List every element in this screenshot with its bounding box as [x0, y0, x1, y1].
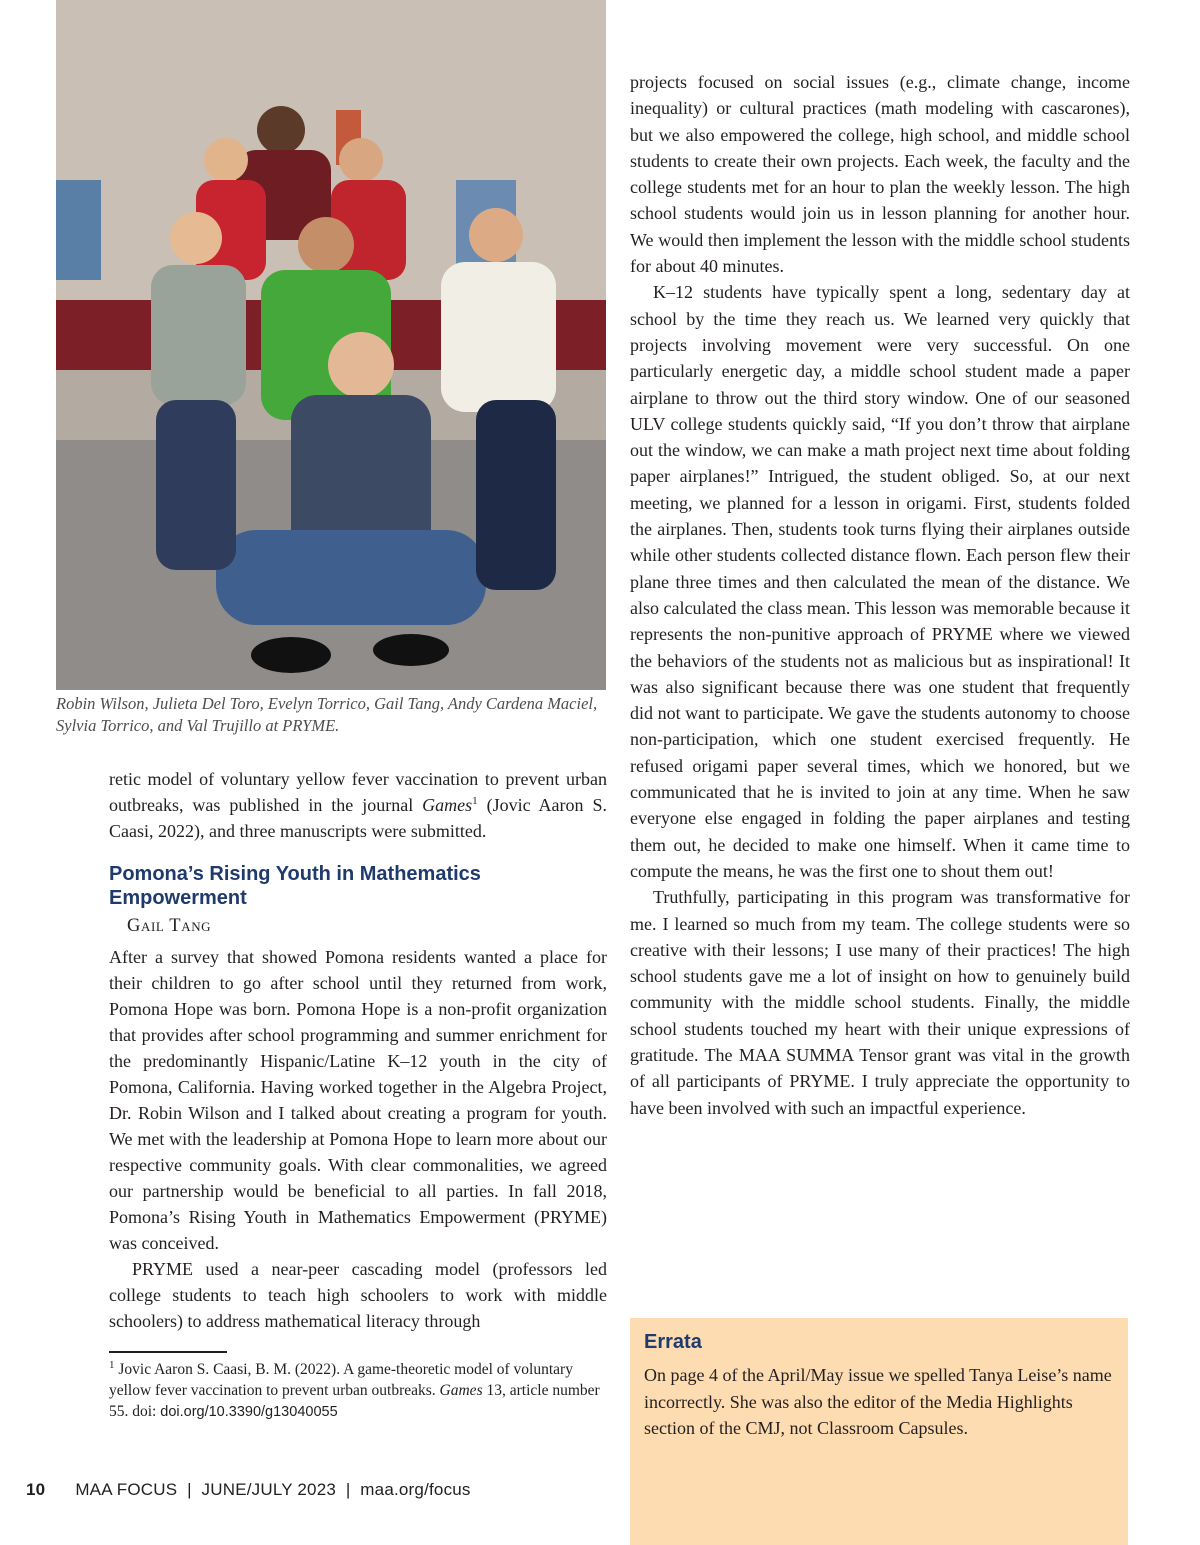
left-column	[109, 766, 607, 1334]
section-title: Pomona’s Rising Youth in Mathematics Empowerment	[109, 863, 481, 909]
errata-text: On page 4 of the April/May issue we spelled Tanya Leise’s name incorrectly. She was also the editor of the Media Highlights section of the CMJ, not Classroom Capsules.	[644, 1365, 1112, 1438]
photo-caption: Robin Wilson, Julieta Del Toro, Evelyn Torrico, Gail Tang, Andy Cardena Maciel, Sylvia Torrico, and Val Trujillo at PRYME.	[56, 694, 598, 735]
group-photo-image	[56, 0, 606, 690]
body-paragraph: After a survey that showed Pomona residents wanted a place for their children to go after school until they returned from work, Pomona Hope was born. Pomona Hope is a non-profit organization that provides after school programming and summer enrichment for the predominantly Hispanic/Latine K–12 youth in the city of Pomona, California. Having worked together in the Algebra Project, Dr. Robin Wilson and I talked about creating a program for youth. We met with the leadership at Pomona Hope to learn more about our respective community goals. With clear commonalities, we agreed our partnership would be beneficial to all parties. In fall 2018, Pomona’s Rising Youth in Mathematics Empowerment (PRYME) was conceived.	[109, 947, 607, 1253]
group-photo	[56, 0, 606, 690]
continued-paragraph: retic model of voluntary yellow fever vaccination to prevent urban outbreaks, was published in the journal Games$^1$ (Jovic Aaron S. Caasi, 2022), and three manuscripts were submitted.	[109, 769, 607, 841]
body-paragraph: projects focused on social issues (e.g., climate change, income inequality) or cultural practices (math modeling with cascarones), but we also empowered the college, high school, and middle school students to create their own projects. Each week, the faculty and the college students met for an hour to plan the weekly lesson. The high school students would join us in lesson planning for another hour. We would then implement the lesson with the middle school students for about 40 minutes.	[630, 72, 1130, 277]
body-paragraph: PRYME used a near-peer cascading model (professors led college students to teach high schoolers to work with middle schoolers) to address mathematical literacy through	[109, 1259, 607, 1331]
body-paragraph: Truthfully, participating in this program was transformative for me. I learned so much from my team. The college students were so creative with their lessons; I use many of their practices! The high school students gave me a lot of insight on how to genuinely build community with the middle school students. Finally, the middle school students touched my heart with their unique expressions of gratitude. The MAA SUMMA Tensor grant was vital in the growth of all participants of PRYME. I truly appreciate the opportunity to have been involved with such an impactful experience.	[630, 887, 1130, 1118]
errata-title: Errata	[644, 1331, 702, 1353]
body-paragraph: K–12 students have typically spent a long, sedentary day at school by the time they reach us. We learned very quickly that projects involving movement were very successful. On one particularly energetic day, a middle school student made a paper airplane to throw out the third story window. One of our seasoned ULV college students quickly said, “If you don’t throw that airplane out the window, we can make a math project next time about folding paper airplanes!” Intrigued, the student obliged. So, at our next meeting, we planned for a lesson in origami. First, students folded the airplanes. Then, students took turns flying their airplanes outside while other students collected distance flown. Each person flew their plane three times and then calculated the mean of the distance. We also calculated the class mean. This lesson was memorable because it represents the non-punitive approach of PRYME where we viewed the behaviors of the students not as malicious but as inspirational! It was also significant because there was one student that frequently did not want to participate. We gave the students autonomy to choose non-participation, which one student exercised frequently. He refused origami paper several times, which we honored, but we communicated that he is invited to join at any time. When he saw everyone else engaged in folding the paper airplanes and testing them out, he decided to make one himself. When it came time to compute the means, he was the first one to shout them out!	[630, 282, 1131, 881]
footnote-marker[interactable]: 1	[472, 795, 478, 807]
errata-box	[630, 1318, 1128, 1545]
doi-link[interactable]: doi.org/10.3390/g13040055	[160, 1404, 338, 1420]
footnote: $^1$ Jovic Aaron S. Caasi, B. M. (2022). A game-theoretic model of voluntary yellow fever vaccination to prevent urban outbreaks. Games 13, article number 55. doi: doi.org/10.3390/g13040055	[109, 1358, 600, 1420]
page-number: 10	[26, 1480, 46, 1499]
page-footer	[26, 1480, 471, 1500]
right-column	[630, 69, 1130, 1121]
footer-text: MAA FOCUS | JUNE/JULY 2023 | maa.org/focus	[75, 1480, 471, 1499]
journal-name: Games	[422, 795, 473, 815]
author-byline: Gail Tang	[127, 916, 212, 936]
footnote-divider	[109, 1351, 227, 1353]
